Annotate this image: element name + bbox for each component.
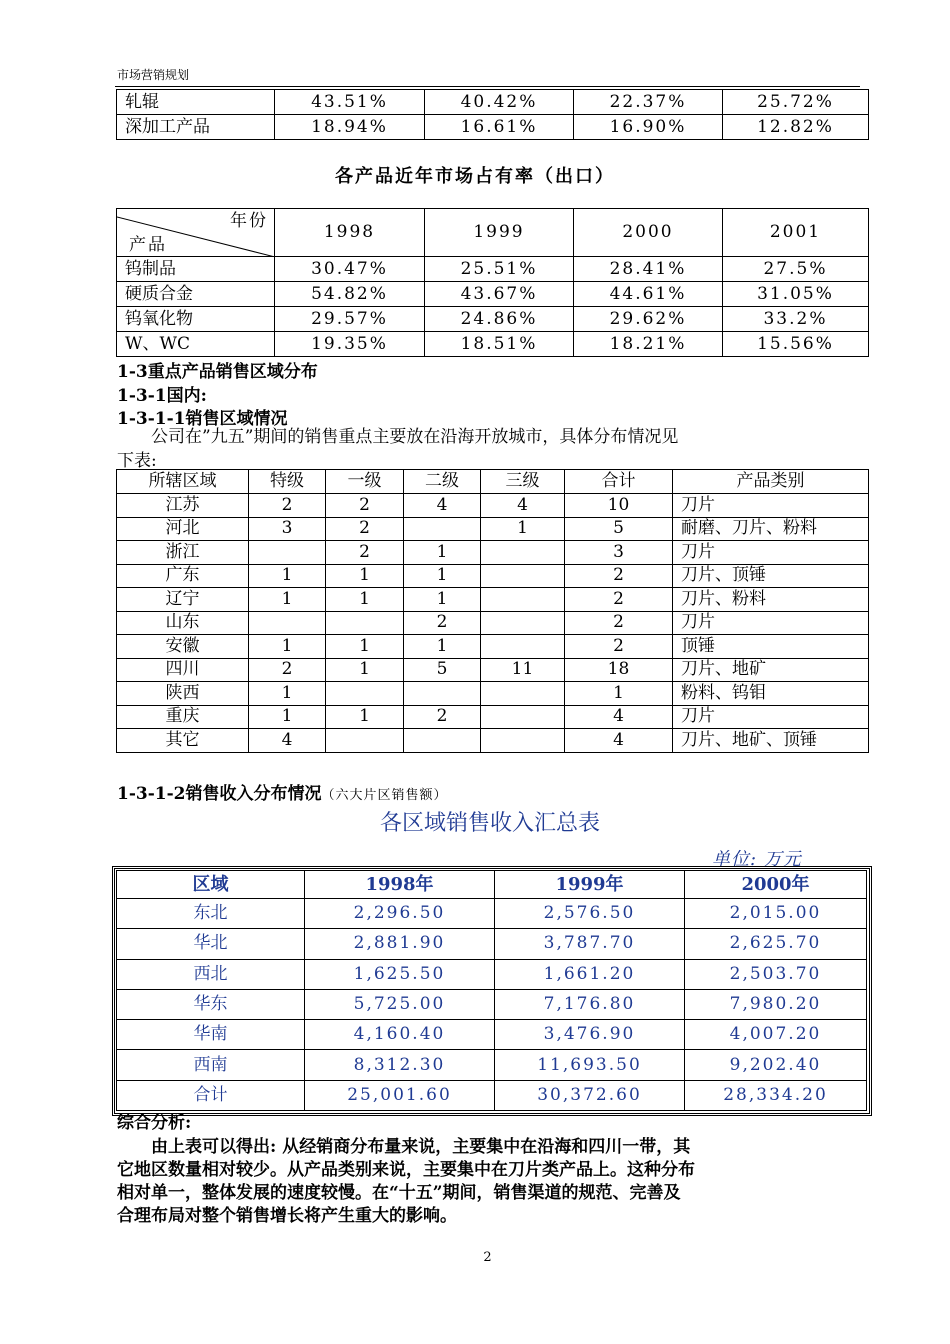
table-cell: 2 bbox=[565, 564, 673, 588]
table-cell: 3 bbox=[249, 517, 326, 541]
table-cell: 2 bbox=[404, 611, 481, 635]
table-cell: 5 bbox=[404, 658, 481, 682]
table-cell: 2 bbox=[565, 635, 673, 659]
table-cell: 1 bbox=[404, 635, 481, 659]
table-cell: 深加工产品 bbox=[117, 115, 275, 140]
table-cell: 1 bbox=[326, 705, 404, 729]
column-header: 区域 bbox=[117, 871, 305, 899]
table-cell bbox=[326, 682, 404, 706]
table-cell: 刀片、地矿、顶锤 bbox=[673, 729, 869, 753]
corner-label-year: 年份 bbox=[230, 211, 268, 231]
table-cell: 29.57% bbox=[275, 307, 425, 332]
table-row bbox=[117, 658, 869, 682]
table-cell bbox=[481, 682, 565, 706]
section-heading-note: （六大片区销售额） bbox=[321, 788, 448, 803]
table-cell: 11 bbox=[481, 658, 565, 682]
table-cell bbox=[481, 705, 565, 729]
table-row bbox=[117, 899, 867, 929]
export-share-header-row bbox=[117, 209, 869, 257]
table-cell: 钨氧化物 bbox=[117, 307, 275, 332]
table-cell: 11,693.50 bbox=[495, 1050, 685, 1080]
intro-line-2: 下表: bbox=[117, 451, 157, 471]
table-row bbox=[117, 588, 869, 612]
table-cell: 19.35% bbox=[275, 332, 425, 357]
table-cell: 1 bbox=[249, 588, 326, 612]
table-cell bbox=[481, 541, 565, 565]
table-cell: 2 bbox=[326, 541, 404, 565]
page-number: 2 bbox=[483, 1250, 492, 1265]
region-distribution-table bbox=[116, 469, 869, 753]
table-cell: 2 bbox=[565, 588, 673, 612]
export-share-rows bbox=[117, 257, 869, 357]
table-cell: 1 bbox=[249, 564, 326, 588]
table-cell: 30,372.60 bbox=[495, 1080, 685, 1110]
table-row bbox=[117, 989, 867, 1019]
table-cell: 1 bbox=[404, 588, 481, 612]
table-cell: 44.61% bbox=[574, 282, 723, 307]
corner-label-product: 产品 bbox=[129, 235, 167, 255]
table-cell: 12.82% bbox=[723, 115, 869, 140]
table-cell: 1 bbox=[326, 564, 404, 588]
analysis-line-1: 由上表可以得出: 从经销商分布量来说，主要集中在沿海和四川一带，其 bbox=[151, 1137, 691, 1157]
table-cell: 河北 bbox=[117, 517, 249, 541]
table-cell: 刀片、地矿 bbox=[673, 658, 869, 682]
table-cell: 华南 bbox=[117, 1020, 305, 1050]
table-cell: 25.51% bbox=[425, 257, 574, 282]
table-cell: 2,881.90 bbox=[305, 929, 495, 959]
table-cell bbox=[481, 635, 565, 659]
table-cell: 30.47% bbox=[275, 257, 425, 282]
year-header: 2000 bbox=[574, 209, 723, 257]
table-row bbox=[117, 635, 869, 659]
section-heading-1-3-1-2 bbox=[117, 779, 448, 804]
table-cell bbox=[481, 588, 565, 612]
export-share-table bbox=[116, 208, 869, 357]
table-cell: 2 bbox=[249, 658, 326, 682]
table-cell: 华东 bbox=[117, 989, 305, 1019]
export-share-title: 各产品近年市场占有率（出口） bbox=[335, 166, 615, 187]
table-cell: 4 bbox=[249, 729, 326, 753]
table-cell: 4 bbox=[565, 705, 673, 729]
table-cell: 3,476.90 bbox=[495, 1020, 685, 1050]
table-cell: 重庆 bbox=[117, 705, 249, 729]
table-cell: 43.67% bbox=[425, 282, 574, 307]
table-cell: 33.2% bbox=[723, 307, 869, 332]
table-cell: 其它 bbox=[117, 729, 249, 753]
table-cell: 1,661.20 bbox=[495, 959, 685, 989]
table-row bbox=[117, 257, 869, 282]
table-cell: 7,176.80 bbox=[495, 989, 685, 1019]
table-cell: 刀片、顶锤 bbox=[673, 564, 869, 588]
table-cell: 2,576.50 bbox=[495, 899, 685, 929]
table-cell: 安徽 bbox=[117, 635, 249, 659]
table-cell: 4 bbox=[404, 494, 481, 518]
region-rows bbox=[117, 494, 869, 753]
table-cell: 8,312.30 bbox=[305, 1050, 495, 1080]
year-header: 2001 bbox=[723, 209, 869, 257]
table-cell bbox=[404, 682, 481, 706]
table-cell bbox=[481, 611, 565, 635]
table-cell: 22.37% bbox=[574, 90, 723, 115]
column-header: 1999年 bbox=[495, 871, 685, 899]
table-row bbox=[117, 517, 869, 541]
table-row bbox=[117, 90, 869, 115]
table-cell: 东北 bbox=[117, 899, 305, 929]
table-cell: 2 bbox=[249, 494, 326, 518]
table-cell: W、WC bbox=[117, 332, 275, 357]
table-cell: 合计 bbox=[117, 1080, 305, 1110]
table-cell: 3,787.70 bbox=[495, 929, 685, 959]
column-header: 特级 bbox=[249, 470, 326, 494]
table-row bbox=[117, 1050, 867, 1080]
table-cell: 29.62% bbox=[574, 307, 723, 332]
analysis-line-4: 合理布局对整个销售增长将产生重大的影响。 bbox=[117, 1206, 457, 1226]
table-row bbox=[117, 564, 869, 588]
table-cell: 硬质合金 bbox=[117, 282, 275, 307]
table-cell: 轧辊 bbox=[117, 90, 275, 115]
intro-line-1: 公司在”九五”期间的销售重点主要放在沿海开放城市，具体分布情况见 bbox=[151, 427, 679, 447]
analysis-line-3: 相对单一，整体发展的速度较慢。在“十五”期间，销售渠道的规范、完善及 bbox=[117, 1183, 681, 1203]
table-row bbox=[117, 332, 869, 357]
table-cell: 18.94% bbox=[275, 115, 425, 140]
table-cell: 西北 bbox=[117, 959, 305, 989]
revenue-table-title: 各区域销售收入汇总表 bbox=[379, 811, 600, 836]
table-cell: 4 bbox=[565, 729, 673, 753]
table-cell: 1 bbox=[404, 541, 481, 565]
table-row bbox=[117, 541, 869, 565]
table-cell: 18 bbox=[565, 658, 673, 682]
section-heading-1-3-1-1: 1-3-1-1销售区域情况 bbox=[117, 409, 288, 429]
table-cell: 9,202.40 bbox=[685, 1050, 867, 1080]
table-cell: 西南 bbox=[117, 1050, 305, 1080]
table-cell: 粉料、钨钼 bbox=[673, 682, 869, 706]
table-cell: 4,160.40 bbox=[305, 1020, 495, 1050]
table-cell: 31.05% bbox=[723, 282, 869, 307]
table-cell: 2,625.70 bbox=[685, 929, 867, 959]
table-cell: 27.5% bbox=[723, 257, 869, 282]
corner-cell bbox=[117, 209, 275, 257]
table-cell: 华北 bbox=[117, 929, 305, 959]
column-header: 产品类别 bbox=[673, 470, 869, 494]
section-heading-text: 1-3-1-2销售收入分布情况 bbox=[117, 784, 322, 804]
table-cell: 43.51% bbox=[275, 90, 425, 115]
table-row bbox=[117, 1080, 867, 1110]
table-cell bbox=[404, 517, 481, 541]
table-row bbox=[117, 115, 869, 140]
column-header: 三级 bbox=[481, 470, 565, 494]
year-header: 1998 bbox=[275, 209, 425, 257]
table-row bbox=[117, 682, 869, 706]
table-cell: 18.21% bbox=[574, 332, 723, 357]
table-cell: 广东 bbox=[117, 564, 249, 588]
table-row bbox=[117, 307, 869, 332]
table-cell: 1 bbox=[326, 635, 404, 659]
domestic-share-rows bbox=[117, 90, 869, 140]
table-cell: 2 bbox=[404, 705, 481, 729]
table-header-row bbox=[117, 871, 867, 899]
table-cell: 10 bbox=[565, 494, 673, 518]
column-header: 二级 bbox=[404, 470, 481, 494]
table-cell: 15.56% bbox=[723, 332, 869, 357]
column-header: 一级 bbox=[326, 470, 404, 494]
table-cell: 28,334.20 bbox=[685, 1080, 867, 1110]
unit-label: 单位: 万元 bbox=[712, 849, 802, 870]
table-row bbox=[117, 1020, 867, 1050]
table-cell: 2,503.70 bbox=[685, 959, 867, 989]
table-cell: 1 bbox=[249, 682, 326, 706]
table-cell: 2,015.00 bbox=[685, 899, 867, 929]
analysis-heading: 综合分析: bbox=[117, 1113, 192, 1133]
table-cell: 16.90% bbox=[574, 115, 723, 140]
column-header: 2000年 bbox=[685, 871, 867, 899]
revenue-rows bbox=[117, 899, 867, 1111]
table-cell bbox=[326, 729, 404, 753]
table-cell: 4 bbox=[481, 494, 565, 518]
table-cell: 刀片 bbox=[673, 541, 869, 565]
table-cell: 1 bbox=[565, 682, 673, 706]
table-cell: 54.82% bbox=[275, 282, 425, 307]
table-header-row bbox=[117, 470, 869, 494]
column-header: 所辖区域 bbox=[117, 470, 249, 494]
table-cell bbox=[481, 564, 565, 588]
table-cell: 1 bbox=[249, 705, 326, 729]
table-cell: 四川 bbox=[117, 658, 249, 682]
table-cell: 1 bbox=[326, 658, 404, 682]
column-header: 合计 bbox=[565, 470, 673, 494]
domestic-share-table-tail bbox=[116, 89, 869, 140]
header-rule bbox=[115, 86, 860, 87]
table-cell: 1 bbox=[326, 588, 404, 612]
table-row bbox=[117, 705, 869, 729]
table-row bbox=[117, 282, 869, 307]
table-cell: 刀片 bbox=[673, 705, 869, 729]
revenue-table bbox=[116, 870, 867, 1111]
table-cell: 2 bbox=[326, 517, 404, 541]
table-cell: 18.51% bbox=[425, 332, 574, 357]
table-cell: 1 bbox=[404, 564, 481, 588]
table-row bbox=[117, 729, 869, 753]
revenue-header-row bbox=[117, 871, 867, 899]
table-cell: 山东 bbox=[117, 611, 249, 635]
table-cell: 5 bbox=[565, 517, 673, 541]
table-cell: 25.72% bbox=[723, 90, 869, 115]
table-cell: 4,007.20 bbox=[685, 1020, 867, 1050]
table-cell bbox=[326, 611, 404, 635]
table-cell: 耐磨、刀片、粉料 bbox=[673, 517, 869, 541]
table-cell: 1,625.50 bbox=[305, 959, 495, 989]
table-cell: 钨制品 bbox=[117, 257, 275, 282]
table-cell: 江苏 bbox=[117, 494, 249, 518]
table-cell: 40.42% bbox=[425, 90, 574, 115]
table-row bbox=[117, 959, 867, 989]
table-cell: 28.41% bbox=[574, 257, 723, 282]
table-cell: 辽宁 bbox=[117, 588, 249, 612]
region-header-row bbox=[117, 470, 869, 494]
section-heading-1-3-1: 1-3-1国内: bbox=[117, 386, 207, 406]
table-cell: 2 bbox=[565, 611, 673, 635]
table-cell: 25,001.60 bbox=[305, 1080, 495, 1110]
table-row bbox=[117, 494, 869, 518]
table-cell bbox=[404, 729, 481, 753]
table-cell bbox=[481, 729, 565, 753]
table-cell: 16.61% bbox=[425, 115, 574, 140]
section-heading-1-3: 1-3重点产品销售区域分布 bbox=[117, 362, 318, 382]
analysis-line-2: 它地区数量相对较少。从产品类别来说，主要集中在刀片类产品上。这种分布 bbox=[117, 1160, 695, 1180]
table-cell: 2 bbox=[326, 494, 404, 518]
running-header: 市场营销规划 bbox=[117, 68, 190, 82]
table-cell: 刀片 bbox=[673, 494, 869, 518]
table-cell: 5,725.00 bbox=[305, 989, 495, 1019]
table-cell: 1 bbox=[481, 517, 565, 541]
table-cell: 顶锤 bbox=[673, 635, 869, 659]
table-cell bbox=[249, 541, 326, 565]
table-cell: 刀片 bbox=[673, 611, 869, 635]
table-cell: 7,980.20 bbox=[685, 989, 867, 1019]
table-cell: 陕西 bbox=[117, 682, 249, 706]
table-cell: 24.86% bbox=[425, 307, 574, 332]
table-cell: 刀片、粉料 bbox=[673, 588, 869, 612]
year-header: 1999 bbox=[425, 209, 574, 257]
column-header: 1998年 bbox=[305, 871, 495, 899]
table-cell: 3 bbox=[565, 541, 673, 565]
table-row bbox=[117, 929, 867, 959]
table-cell: 2,296.50 bbox=[305, 899, 495, 929]
table-cell: 1 bbox=[249, 635, 326, 659]
table-row bbox=[117, 611, 869, 635]
table-cell bbox=[249, 611, 326, 635]
table-cell: 浙江 bbox=[117, 541, 249, 565]
